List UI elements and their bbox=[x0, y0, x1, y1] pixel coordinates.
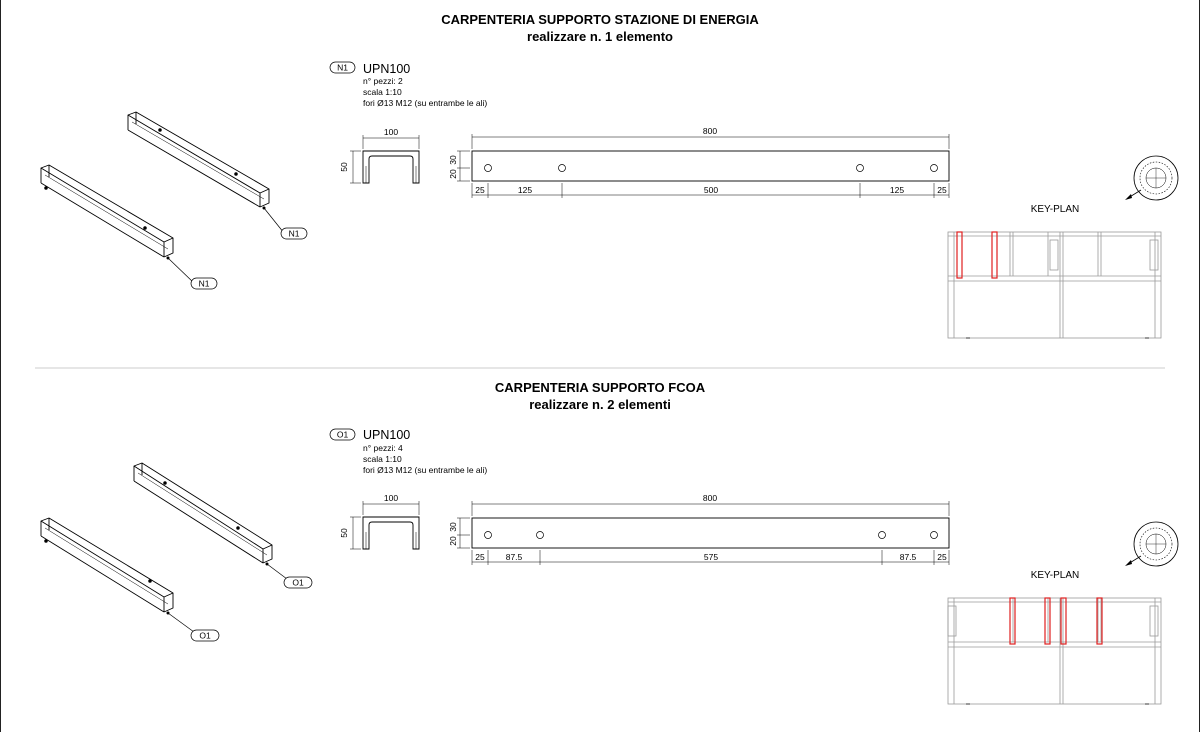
dim-hole-bottom: 20 bbox=[448, 169, 458, 179]
dim-section-height: 50 bbox=[339, 162, 349, 172]
profile-name: UPN100 bbox=[363, 428, 411, 442]
part-tag-label: O1 bbox=[292, 577, 304, 588]
dim-section-width: 100 bbox=[383, 493, 399, 503]
dim-spacing: 500 bbox=[703, 185, 719, 195]
part-tag-label: N1 bbox=[288, 228, 300, 239]
section-subtitle: realizzare n. 1 elemento bbox=[527, 29, 673, 44]
bolt-hole bbox=[485, 532, 492, 539]
section-title: CARPENTERIA SUPPORTO FCOA bbox=[494, 380, 706, 395]
note-pieces: n° pezzi: 2 bbox=[363, 76, 403, 86]
note-holes: fori Ø13 M12 (su entrambe le ali) bbox=[363, 98, 488, 108]
callout-dot bbox=[266, 563, 269, 566]
part-tag-label: N1 bbox=[337, 62, 348, 73]
bolt-hole bbox=[879, 532, 886, 539]
bolt-hole bbox=[857, 165, 864, 172]
note-holes: fori Ø13 M12 (su entrambe le ali) bbox=[363, 465, 488, 475]
dim-total-length: 800 bbox=[702, 493, 718, 503]
dim-spacing: 25 bbox=[937, 552, 947, 562]
bolt-hole bbox=[559, 165, 566, 172]
dim-hole-top: 30 bbox=[448, 155, 458, 165]
dim-spacing: 25 bbox=[475, 552, 485, 562]
dim-spacing: 125 bbox=[889, 185, 905, 195]
dim-spacing: 125 bbox=[517, 185, 533, 195]
callout-dot bbox=[167, 257, 170, 260]
dim-hole-bottom: 20 bbox=[448, 536, 458, 546]
key-plan-label: KEY-PLAN bbox=[1030, 570, 1080, 581]
callout-dot bbox=[263, 207, 266, 210]
callout-dot bbox=[167, 612, 170, 615]
beam-outline bbox=[472, 151, 949, 181]
note-scale: scala 1:10 bbox=[363, 87, 402, 97]
dim-section-height: 50 bbox=[339, 528, 349, 538]
dim-hole-top: 30 bbox=[448, 522, 458, 532]
note-scale: scala 1:10 bbox=[363, 454, 402, 464]
bolt-hole bbox=[537, 532, 544, 539]
dim-spacing: 87.5 bbox=[899, 552, 917, 562]
beam-outline bbox=[472, 518, 949, 548]
dim-spacing: 25 bbox=[937, 185, 947, 195]
dim-spacing: 25 bbox=[475, 185, 485, 195]
dim-total-length: 800 bbox=[702, 126, 718, 136]
bolt-hole bbox=[931, 532, 938, 539]
note-pieces: n° pezzi: 4 bbox=[363, 443, 403, 453]
part-tag-label: N1 bbox=[198, 278, 210, 289]
part-tag-label: O1 bbox=[199, 630, 211, 641]
bolt-hole bbox=[931, 165, 938, 172]
part-tag-label: O1 bbox=[336, 429, 349, 440]
section-title: CARPENTERIA SUPPORTO STAZIONE DI ENERGIA bbox=[441, 12, 759, 27]
profile-name: UPN100 bbox=[363, 62, 411, 76]
dim-spacing: 575 bbox=[703, 552, 719, 562]
dim-spacing: 87.5 bbox=[505, 552, 523, 562]
bolt-hole bbox=[485, 165, 492, 172]
section-subtitle: realizzare n. 2 elementi bbox=[529, 397, 671, 412]
key-plan-label: KEY-PLAN bbox=[1030, 204, 1080, 215]
dim-section-width: 100 bbox=[383, 127, 399, 137]
